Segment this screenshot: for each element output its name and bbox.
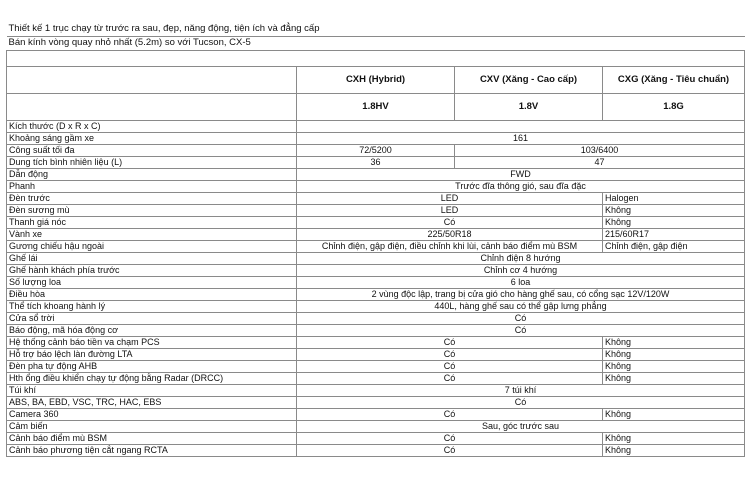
spec-label: Số lượng loa [7,276,297,288]
spec-value: LED [297,204,603,216]
spec-label: Cảm biến [7,420,297,432]
blank-row [7,50,745,66]
spec-value: FWD [297,168,745,180]
spec-label: Kích thước (D x R x C) [7,120,297,132]
spec-value: Chỉnh cơ 4 hướng [297,264,745,276]
header-label-cell [7,66,297,93]
spec-row [7,396,745,408]
spec-value: Không [603,216,745,228]
spec-value: Không [603,336,745,348]
spec-value: Không [603,360,745,372]
spec-value: Có [297,324,745,336]
spec-value: Có [297,216,603,228]
spec-label: Cảnh báo điểm mù BSM [7,432,297,444]
spec-label: Khoảng sáng gầm xe [7,132,297,144]
spec-value: 36 [297,156,455,168]
spec-label: Đèn pha tự động AHB [7,360,297,372]
spec-row [7,216,745,228]
spec-row [7,156,745,168]
spec-row [7,288,745,300]
spec-value: Chỉnh điện, gập điện, điều chỉnh khi lùi, cảnh báo điểm mù BSM [297,240,603,252]
note-text: Bán kính vòng quay nhỏ nhất (5.2m) so với Tucson, CX-5 [7,36,745,50]
spec-label: Thể tích khoang hành lý [7,300,297,312]
spec-value: Sau, góc trước sau [297,420,745,432]
engine-header: 1.8HV [297,93,455,120]
spec-value: Có [297,408,603,420]
spec-value: Có [297,444,603,456]
note-text: Thiết kế 1 trục chạy từ trước ra sau, đẹp, năng động, tiện ích và đẳng cấp [7,22,745,36]
spec-row [7,120,745,132]
spec-label: Phanh [7,180,297,192]
spec-value: Không [603,348,745,360]
spec-value: Có [297,360,603,372]
note-row [7,22,745,36]
spec-label: Hth ổng điều khiển chạy tự động bằng Radar (DRCC) [7,372,297,384]
variant-header: CXV (Xăng - Cao cấp) [455,66,603,93]
spec-label: Cảnh báo phương tiện cắt ngang RCTA [7,444,297,456]
spec-label: Ghế hành khách phía trước [7,264,297,276]
spec-value: Có [297,396,745,408]
spec-value [297,120,745,132]
spec-row [7,180,745,192]
spec-row [7,336,745,348]
spec-value: Có [297,312,745,324]
spec-value: Không [603,432,745,444]
spec-row [7,240,745,252]
spec-row [7,348,745,360]
spec-value: Không [603,204,745,216]
spec-row [7,432,745,444]
variant-header: CXH (Hybrid) [297,66,455,93]
spec-label: Dung tích bình nhiên liệu (L) [7,156,297,168]
spec-row [7,168,745,180]
spec-value: 7 túi khí [297,384,745,396]
spec-row [7,372,745,384]
spec-value: 47 [455,156,745,168]
note-row [7,36,745,50]
spec-label: ABS, BA, EBD, VSC, TRC, HAC, EBS [7,396,297,408]
spec-row [7,360,745,372]
spec-value: Halogen [603,192,745,204]
spec-value: Không [603,408,745,420]
spec-row [7,324,745,336]
spec-value: 225/50R18 [297,228,603,240]
spec-value: 103/6400 [455,144,745,156]
spec-label: Gương chiếu hậu ngoài [7,240,297,252]
spec-value: 2 vùng độc lập, trang bị cửa gió cho hàng ghế sau, có cổng sạc 12V/120W [297,288,745,300]
spec-value: 215/60R17 [603,228,745,240]
spec-value: Không [603,444,745,456]
spec-row [7,144,745,156]
spec-row [7,384,745,396]
spec-label: Đèn trước [7,192,297,204]
spec-label: Đèn sương mù [7,204,297,216]
spec-label: Hệ thống cảnh báo tiền va chạm PCS [7,336,297,348]
spec-row [7,312,745,324]
spec-sheet [6,22,744,457]
spec-table [6,22,745,457]
engine-header: 1.8G [603,93,745,120]
spec-label: Túi khí [7,384,297,396]
spec-value: Có [297,432,603,444]
spec-value: Có [297,372,603,384]
spec-row [7,300,745,312]
spec-value: Có [297,336,603,348]
spec-row [7,420,745,432]
variant-header: CXG (Xăng - Tiêu chuẩn) [603,66,745,93]
spec-value: Chỉnh điện 8 hướng [297,252,745,264]
spec-label: Công suất tối đa [7,144,297,156]
spec-label: Camera 360 [7,408,297,420]
spec-label: Báo động, mã hóa động cơ [7,324,297,336]
spec-row [7,408,745,420]
spec-label: Dẫn động [7,168,297,180]
spec-row [7,264,745,276]
spec-label: Thanh giá nóc [7,216,297,228]
spec-value: Trước đĩa thông gió, sau đĩa đặc [297,180,745,192]
engine-header: 1.8V [455,93,603,120]
spec-row [7,252,745,264]
spec-row [7,204,745,216]
blank-cell [7,50,745,66]
spec-label: Hỗ trợ báo lệch làn đường LTA [7,348,297,360]
spec-label: Cửa sổ trời [7,312,297,324]
header-label-cell [7,93,297,120]
spec-value: Chỉnh điện, gập điện [603,240,745,252]
spec-row [7,192,745,204]
spec-value: 6 loa [297,276,745,288]
spec-value: 440L, hàng ghế sau có thể gập lưng phẳng [297,300,745,312]
spec-label: Điều hòa [7,288,297,300]
spec-value: Có [297,348,603,360]
spec-value: LED [297,192,603,204]
spec-value: 161 [297,132,745,144]
spec-row [7,444,745,456]
variant-header-row [7,66,745,93]
spec-label: Ghế lái [7,252,297,264]
engine-header-row [7,93,745,120]
spec-value: Không [603,372,745,384]
spec-row [7,228,745,240]
spec-row [7,132,745,144]
spec-label: Vành xe [7,228,297,240]
spec-value: 72/5200 [297,144,455,156]
spec-row [7,276,745,288]
